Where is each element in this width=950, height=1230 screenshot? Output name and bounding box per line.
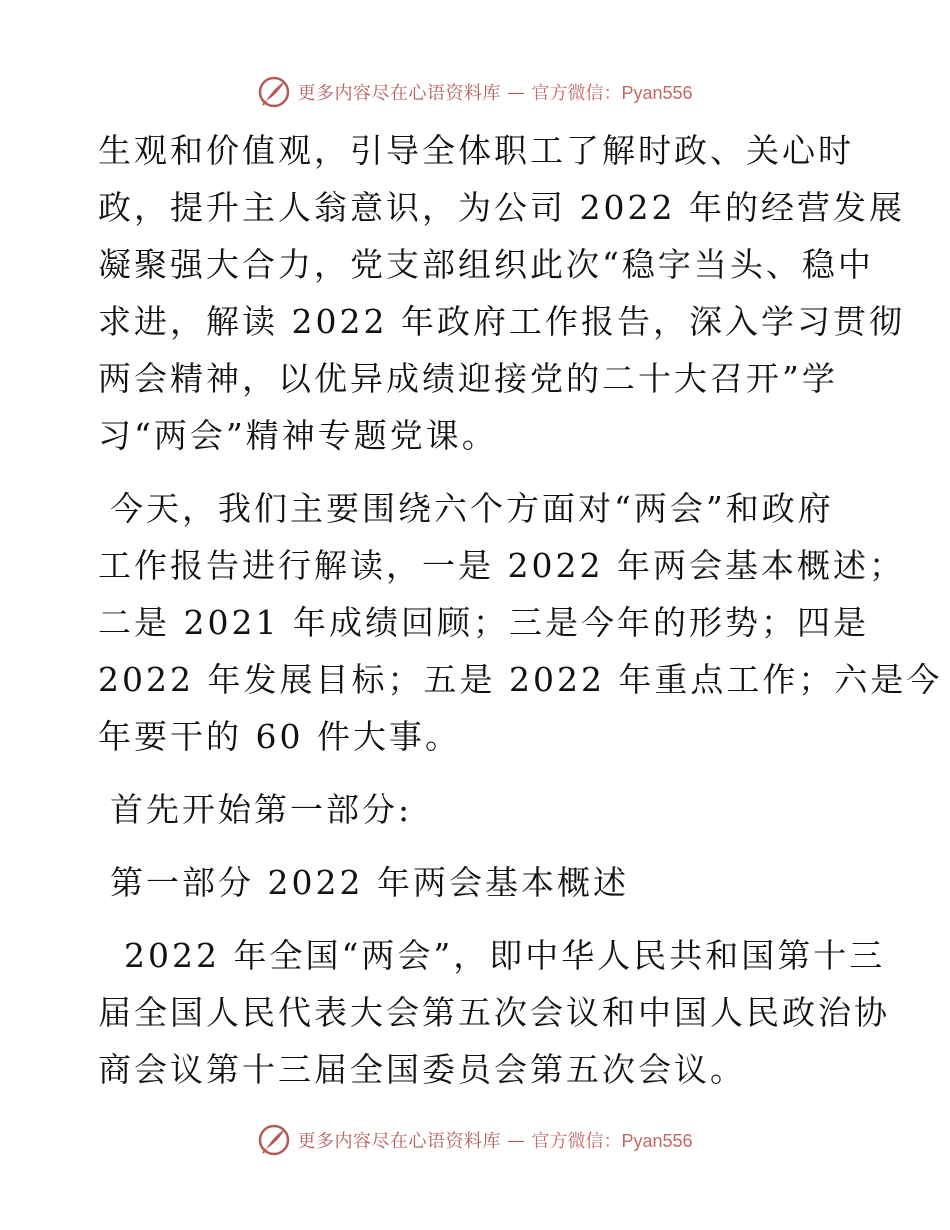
section-heading: 第一部分 2022 年两会基本概述 (110, 863, 629, 902)
paragraph-1 (98, 122, 905, 464)
paragraph-line: 两会精神，以优异成绩迎接党的二十大召开”学 (98, 359, 838, 398)
watermark-dash: — (506, 81, 526, 103)
paragraph-line: 工作报告进行解读，一是 2022 年两会基本概述； (98, 546, 905, 585)
paragraph-line: 2022 年全国“两会”，即中华人民共和国第十三 (124, 936, 886, 975)
paragraph-line: 年要干的 60 件大事。 (98, 717, 461, 756)
paragraph-line: 习“两会”精神专题党课。 (98, 416, 498, 455)
watermark-dash: — (506, 1129, 526, 1151)
paragraph-3 (98, 927, 890, 1098)
paragraph-2 (98, 480, 943, 765)
watermark-text: 更多内容尽在心语资料库 (297, 83, 501, 104)
header-watermark (0, 72, 950, 112)
document-body (98, 122, 943, 1098)
quill-pen-logo-icon (257, 75, 291, 109)
paragraph-line: 求进，解读 2022 年政府工作报告，深入学习贯彻 (98, 302, 905, 341)
paragraph-line: 生观和价值观，引导全体职工了解时政、关心时 (98, 131, 854, 170)
paragraph-line: 凝聚强大合力，党支部组织此次“稳字当头、稳中 (98, 245, 874, 284)
watermark-contact: 官方微信：Pyan556 (531, 83, 693, 103)
quill-pen-logo-icon (257, 1123, 291, 1157)
paragraph-line: 二是 2021 年成绩回顾；三是今年的形势；四是 (98, 603, 869, 642)
watermark-text: 更多内容尽在心语资料库 (297, 1131, 501, 1152)
paragraph-line: 2022 年发展目标；五是 2022 年重点工作；六是今 (98, 660, 943, 699)
watermark-contact: 官方微信：Pyan556 (531, 1131, 693, 1151)
footer-watermark (0, 1120, 950, 1160)
intro-line: 首先开始第一部分: (110, 790, 413, 829)
paragraph-line: 今天，我们主要围绕六个方面对“两会”和政府 (110, 489, 834, 528)
paragraph-line: 届全国人民代表大会第五次会议和中国人民政治协 (98, 993, 890, 1032)
paragraph-line: 政，提升主人翁意识，为公司 2022 年的经营发展 (98, 188, 905, 227)
paragraph-line: 商会议第十三届全国委员会第五次会议。 (98, 1050, 746, 1089)
